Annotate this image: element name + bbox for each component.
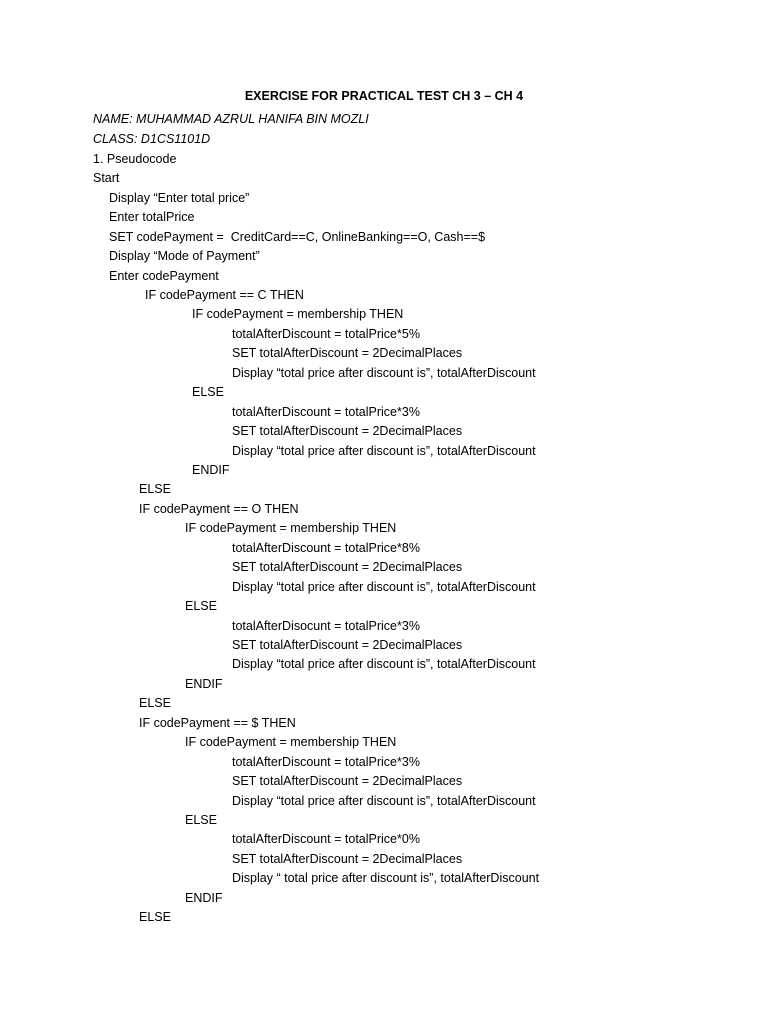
student-name: NAME: MUHAMMAD AZRUL HANIFA BIN MOZLI bbox=[93, 112, 369, 126]
pseudocode-line: Start bbox=[93, 171, 120, 185]
pseudocode-line: ELSE bbox=[139, 482, 171, 496]
pseudocode-line: totalAfterDisocunt = totalPrice*3% bbox=[232, 619, 420, 633]
pseudocode-line: totalAfterDiscount = totalPrice*8% bbox=[232, 541, 420, 555]
pseudocode-line: ELSE bbox=[139, 696, 171, 710]
pseudocode-line: ELSE bbox=[185, 599, 217, 613]
pseudocode-line: IF codePayment = membership THEN bbox=[185, 735, 397, 749]
pseudocode-line: ELSE bbox=[185, 813, 217, 827]
pseudocode-line: Enter totalPrice bbox=[109, 210, 195, 224]
pseudocode-line: IF codePayment = membership THEN bbox=[192, 307, 404, 321]
pseudocode-line: IF codePayment = membership THEN bbox=[185, 521, 397, 535]
pseudocode-line: SET totalAfterDiscount = 2DecimalPlaces bbox=[232, 638, 463, 652]
pseudocode-line: ELSE bbox=[139, 910, 171, 924]
document-title: EXERCISE FOR PRACTICAL TEST CH 3 – CH 4 bbox=[244, 89, 524, 103]
pseudocode-line: Display “Enter total price” bbox=[109, 191, 250, 205]
pseudocode-line: Display “total price after discount is”, totalAfterDiscount bbox=[232, 794, 536, 808]
pseudocode-line: IF codePayment == $ THEN bbox=[139, 716, 296, 730]
student-class: CLASS: D1CS1101D bbox=[93, 132, 211, 146]
pseudocode-line: totalAfterDiscount = totalPrice*0% bbox=[232, 832, 420, 846]
pseudocode-line: ENDIF bbox=[192, 463, 230, 477]
pseudocode-line: Display “ total price after discount is”, totalAfterDiscount bbox=[232, 871, 540, 885]
pseudocode-line: IF codePayment == O THEN bbox=[139, 502, 299, 516]
pseudocode-line: SET totalAfterDiscount = 2DecimalPlaces bbox=[232, 560, 463, 574]
section-heading: 1. Pseudocode bbox=[93, 152, 177, 166]
pseudocode-line: ENDIF bbox=[185, 677, 223, 691]
pseudocode-line: totalAfterDiscount = totalPrice*3% bbox=[232, 755, 420, 769]
pseudocode-line: Display “total price after discount is”, totalAfterDiscount bbox=[232, 657, 536, 671]
pseudocode-line: Display “total price after discount is”, totalAfterDiscount bbox=[232, 366, 536, 380]
pseudocode-line: Display “total price after discount is”, totalAfterDiscount bbox=[232, 444, 536, 458]
pseudocode-line: Enter codePayment bbox=[109, 269, 219, 283]
pseudocode-line: SET codePayment = CreditCard==C, OnlineBanking==O, Cash==$ bbox=[109, 230, 486, 244]
pseudocode-line: ENDIF bbox=[185, 891, 223, 905]
pseudocode-line: Display “Mode of Payment” bbox=[109, 249, 260, 263]
pseudocode-line: ELSE bbox=[192, 385, 224, 399]
pseudocode-line: totalAfterDiscount = totalPrice*5% bbox=[232, 327, 420, 341]
pseudocode-line: SET totalAfterDiscount = 2DecimalPlaces bbox=[232, 852, 463, 866]
pseudocode-line: totalAfterDiscount = totalPrice*3% bbox=[232, 405, 420, 419]
pseudocode-line: SET totalAfterDiscount = 2DecimalPlaces bbox=[232, 346, 463, 360]
pseudocode-line: SET totalAfterDiscount = 2DecimalPlaces bbox=[232, 774, 463, 788]
pseudocode-line: Display “total price after discount is”, totalAfterDiscount bbox=[232, 580, 536, 594]
pseudocode-line: SET totalAfterDiscount = 2DecimalPlaces bbox=[232, 424, 463, 438]
pseudocode-line: IF codePayment == C THEN bbox=[145, 288, 304, 302]
